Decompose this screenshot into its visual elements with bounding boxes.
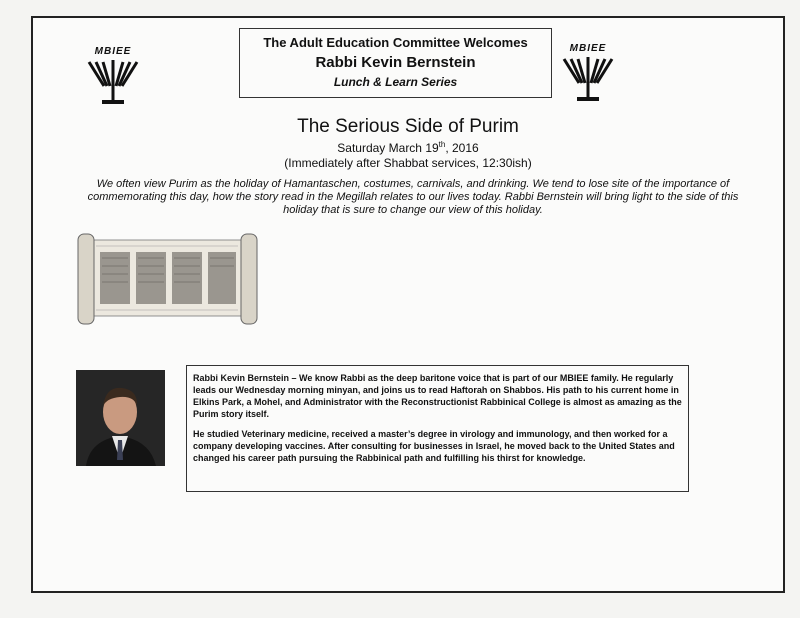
event-date	[33, 140, 783, 155]
header-speaker: Rabbi Kevin Bernstein	[315, 54, 476, 71]
menorah-icon	[559, 55, 617, 103]
megillah-scroll-image	[76, 232, 261, 337]
event-time-note: (Immediately after Shabbat services, 12:30ish)	[284, 156, 532, 170]
bio-paragraph-2: He studied Veterinary medicine, received a master’s degree in virology and immunology, and then worked for a company developing vaccines. After consulting for businesses in Israel, he moved back to the United States and changed his career path pursuing the Rabbinical path and fulfilling his thirst for knowledge.	[193, 429, 675, 463]
mbiee-logo-left	[78, 46, 148, 106]
flyer-page	[31, 16, 785, 593]
intro-paragraph: We often view Purim as the holiday of Hamantaschen, costumes, carnivals, and drinking. We tend to lose site of the importance of commemorating this day, how the story read in the Megillah relates to our lives today. Rabbi Bernstein will bring light to the side of this holiday that is sure to change our view of this holiday.	[87, 178, 739, 216]
date-suffix: th	[438, 140, 446, 149]
mbiee-logo-right	[553, 43, 623, 103]
rabbi-photo	[76, 370, 165, 466]
event-info	[33, 116, 783, 170]
menorah-icon	[84, 58, 142, 106]
bio-box	[186, 365, 689, 492]
date-prefix: Saturday March 19	[337, 141, 439, 155]
logo-text: MBIEE	[94, 46, 132, 57]
header-series: Lunch & Learn Series	[333, 75, 458, 89]
event-title: The Serious Side of Purim	[297, 116, 519, 137]
header-welcome: The Adult Education Committee Welcomes	[263, 35, 528, 50]
header-box	[239, 28, 552, 98]
date-year: , 2016	[445, 141, 479, 155]
logo-text: MBIEE	[569, 43, 607, 54]
bio-paragraph-1: Rabbi Kevin Bernstein – We know Rabbi as the deep baritone voice that is part of our MBIEE family. He regularly leads our Wednesday morning minyan, and joins us to read Haftorah on Shabbos. His path to his current home in Elkins Park, a Mohel, and Administrator with the Reconstructionist Rabbinical College is almost as amazing as the Purim story itself.	[193, 373, 682, 419]
